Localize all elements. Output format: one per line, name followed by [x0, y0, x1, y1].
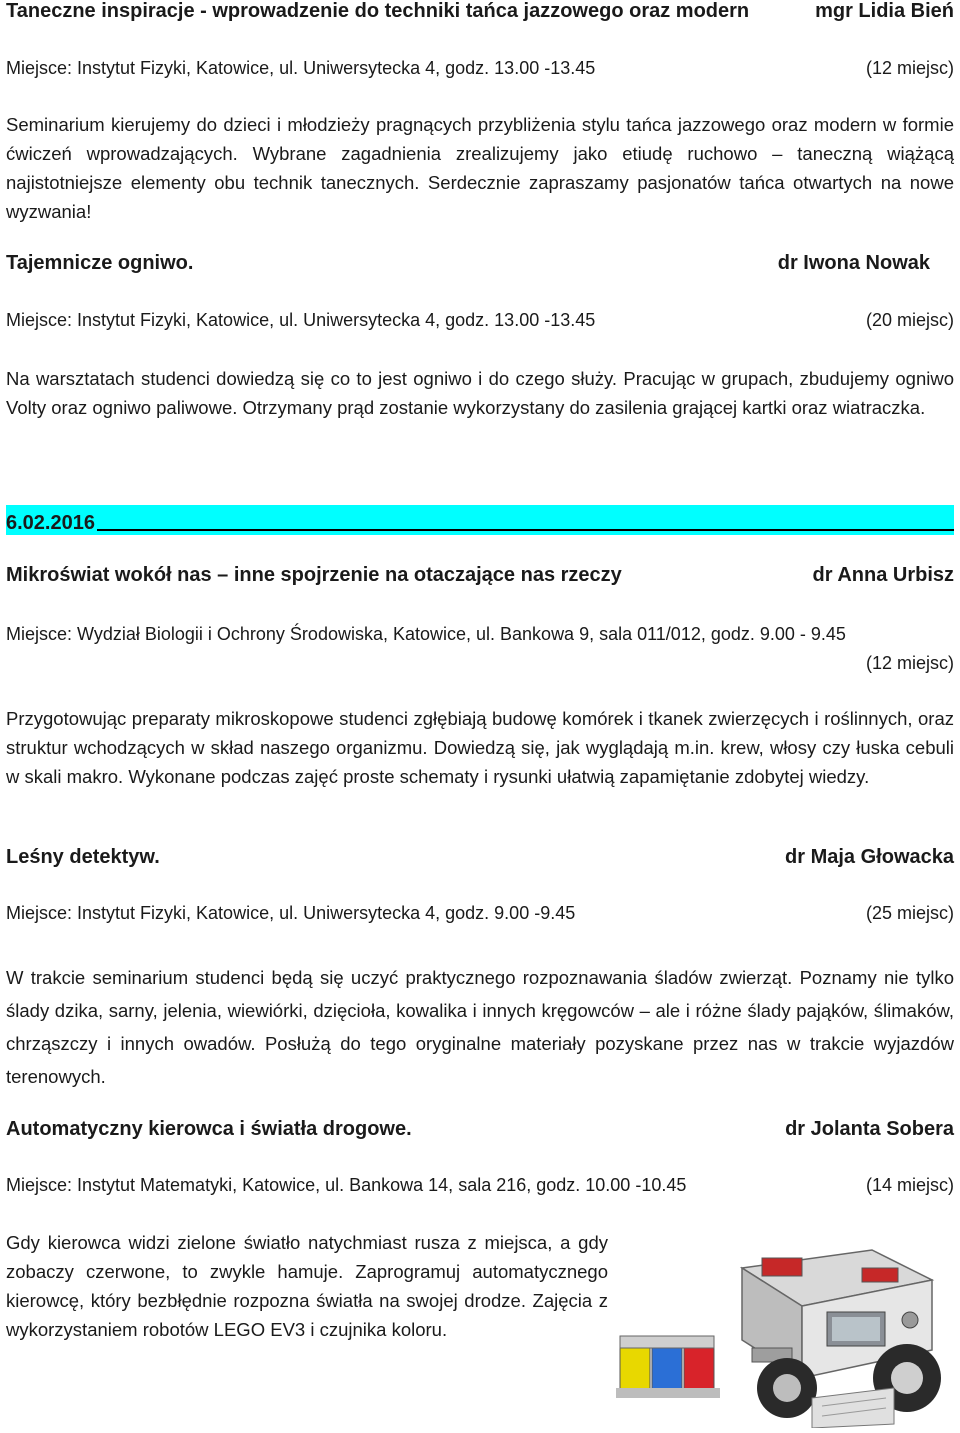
section-place: Miejsce: Instytut Fizyki, Katowice, ul. Uniwersytecka 4, godz. 13.00 -13.45 [6, 310, 596, 330]
section-teacher: dr Maja Głowacka [785, 846, 954, 868]
date-underline [97, 529, 954, 531]
section-header-ogniwo [6, 252, 954, 275]
section-header-kierowca [6, 1118, 954, 1141]
section-teacher: dr Jolanta Sobera [785, 1118, 954, 1140]
section-title: Leśny detektyw. [6, 846, 160, 868]
section-description: W trakcie seminarium studenci będą się uczyć praktycznego rozpoznawania śladów zwierząt. Poznamy nie tylko ślady dzika, sarny, jelenia, wiewiórki, dzięcioła, kowalika i innych kręgowców – ale i różne ślady pająków, ślimaków, chrząszczy i innych owadów. Posłużą do tego oryginalne materiały pozyskane przez nas w trakcie wyjazdów terenowych. [6, 967, 954, 1087]
section-title: Taneczne inspiracje - wprowadzenie do techniki tańca jazzowego oraz modern [6, 0, 750, 22]
section-description: Seminarium kierujemy do dzieci i młodzieży pragnących przybliżenia stylu tańca jazzowego oraz modern w formie ćwiczeń wprowadzających. Wybrane zagadnienia zrealizujemy jako etiudę ruchowo – taneczną wiążącą najistotniejsze elementy obu technik tanecznych. Serdecznie zapraszamy pasjonatów tańca otwartych na nowe wyzwania! [6, 114, 954, 222]
section-title: Tajemnicze ogniwo. [6, 252, 194, 274]
section-description: Przygotowując preparaty mikroskopowe studenci zgłębiają budowę komórek i tkanek zwierzęcych i roślinnych, oraz struktur wchodzących w skład naszego organizmu. Dowiedzą się, jak wyglądają m.in. krew, włosy czy łuska cebuli w skali makro. Wykonane podczas zajęć proste schematy i rysunki ułatwią zapamiętanie zdobytej wiedzy. [6, 708, 954, 787]
section-description: Gdy kierowca widzi zielone światło natychmiast rusza z miejsca, a gdy zobaczy czerwone, to zwykle hamuje. Zaprogramuj automatycznego kierowcę, który bezbłędnie rozpozna światła na swojej drodze. Zajęcia z wykorzystaniem robotów LEGO EV3 i czujnika koloru. [6, 1232, 608, 1340]
section-place: Miejsce: Instytut Fizyki, Katowice, ul. Uniwersytecka 4, godz. 9.00 -9.45 [6, 903, 576, 923]
section-title: Mikroświat wokół nas – inne spojrzenie na otaczające nas rzeczy [6, 564, 622, 586]
section-place-row [6, 1175, 954, 1196]
section-seats: (14 miejsc) [865, 1175, 954, 1195]
section-header-lesny [6, 846, 954, 869]
section-description: Na warsztatach studenci dowiedzą się co to jest ogniwo i do czego służy. Pracując w grupach, zbudujemy ogniwo Volty oraz ogniwo paliwowe. Otrzymany prąd zostanie wykorzystany do zasilenia grającej kartki oraz wiatraczka. [6, 368, 954, 418]
section-seats: (12 miejsc) [865, 58, 954, 78]
date-heading [6, 505, 954, 535]
section-seats: (25 miejsc) [865, 903, 954, 923]
section-seats: (12 miejsc) [865, 653, 954, 673]
section-place: Miejsce: Instytut Matematyki, Katowice, ul. Bankowa 14, sala 216, godz. 10.00 -10.45 [6, 1175, 687, 1195]
section-title: Automatyczny kierowca i światła drogowe. [6, 1118, 412, 1140]
section-place-row [6, 58, 954, 79]
section-place: Miejsce: Instytut Fizyki, Katowice, ul. Uniwersytecka 4, godz. 13.00 -13.45 [6, 58, 596, 78]
section-place-row [6, 903, 954, 924]
section-seats: (20 miejsc) [865, 310, 954, 330]
section-teacher: dr Iwona Nowak [777, 252, 930, 274]
section-teacher: dr Anna Urbisz [812, 564, 954, 586]
section-header-dance [6, 0, 954, 23]
section-place: Miejsce: Wydział Biologii i Ochrony Środowiska, Katowice, ul. Bankowa 9, sala 011/012, godz. 9.00 - 9.45 [6, 624, 846, 644]
lego-ev3-robot-icon [612, 1228, 956, 1428]
date-heading-text: 6.02.2016 [6, 512, 95, 534]
section-place-row [6, 310, 954, 331]
section-header-mikroswiat [6, 564, 954, 587]
section-teacher: mgr Lidia Bień [815, 0, 954, 22]
color-blocks-icon [616, 1336, 720, 1398]
